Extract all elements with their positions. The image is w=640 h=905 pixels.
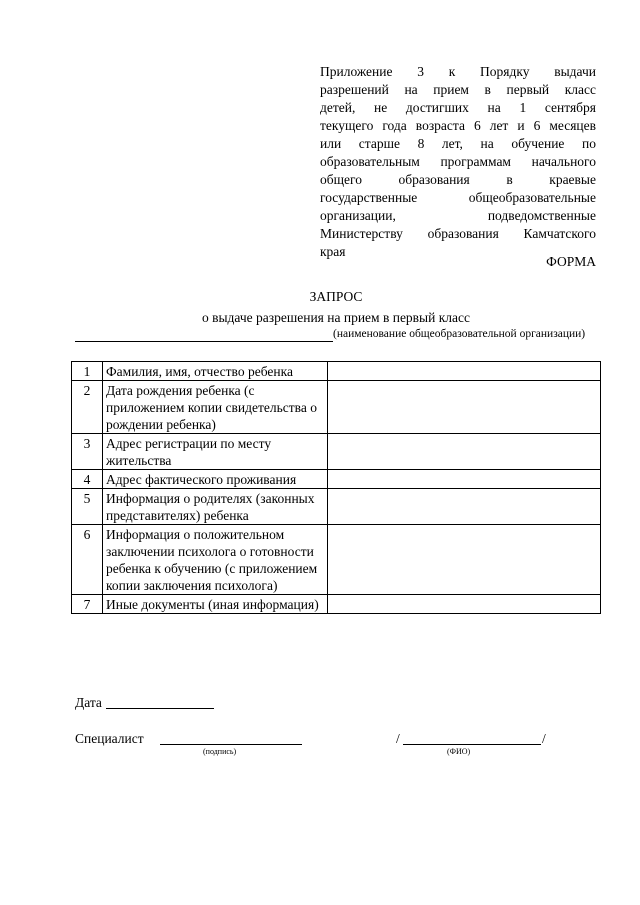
row-label: Информация о родителях (законных представителях) ребенка: [103, 489, 328, 525]
row-value-field[interactable]: [328, 595, 601, 614]
date-input-line[interactable]: [106, 708, 214, 709]
annex-line: Приложение 3 к Порядку выдачи: [320, 64, 596, 79]
annex-text: [320, 63, 596, 261]
organization-note: (наименование общеобразовательной организации): [333, 328, 586, 340]
annex-line: разрешений на прием в первый класс: [320, 82, 596, 97]
table-row: [72, 362, 601, 381]
organization-field: [75, 326, 595, 344]
request-title: ЗАПРОС: [309, 289, 363, 304]
fio-slash-left: /: [396, 731, 400, 746]
row-value-field[interactable]: [328, 489, 601, 525]
annex-line: организации, подведомственные: [320, 208, 596, 223]
signature-input-line[interactable]: [160, 744, 302, 745]
organization-underline[interactable]: [75, 341, 333, 342]
row-label: Адрес регистрации по месту жительства: [103, 434, 328, 470]
row-label: Информация о положительном заключении психолога о готовности ребенка к обучению (с приложением копии заключения психолога): [103, 525, 328, 595]
date-label: Дата: [75, 695, 102, 710]
row-number: 2: [72, 381, 103, 434]
table-row: [72, 525, 601, 595]
annex-line: или старше 8 лет, на обучение по: [320, 136, 596, 151]
table-row: [72, 489, 601, 525]
annex-line: государственные общеобразовательные: [320, 190, 596, 205]
annex-line: Министерству образования Камчатского: [320, 226, 596, 241]
specialist-label: Специалист: [75, 731, 144, 746]
date-field: [75, 695, 214, 711]
request-subtitle: о выдаче разрешения на прием в первый класс: [201, 310, 471, 325]
row-number: 5: [72, 489, 103, 525]
row-label: Иные документы (иная информация): [103, 595, 328, 614]
annex-line: края: [320, 244, 346, 259]
row-number: 1: [72, 362, 103, 381]
row-label: Адрес фактического проживания: [103, 470, 328, 489]
fio-slash-right: /: [542, 731, 546, 746]
form-label: ФОРМА: [546, 254, 596, 269]
row-label: Дата рождения ребенка (с приложением копии свидетельства о рождении ребенка): [103, 381, 328, 434]
fio-note: (ФИО): [447, 747, 471, 756]
row-number: 6: [72, 525, 103, 595]
table-row: [72, 595, 601, 614]
row-number: 4: [72, 470, 103, 489]
row-label: Фамилия, имя, отчество ребенка: [103, 362, 328, 381]
table-row: [72, 381, 601, 434]
annex-line: образовательным программам начального: [320, 154, 596, 169]
row-number: 7: [72, 595, 103, 614]
annex-line: текущего года возраста 6 лет и 6 месяцев: [320, 118, 596, 133]
table-row: [72, 434, 601, 470]
annex-line: детей, не достигших на 1 сентября: [320, 100, 596, 115]
fio-input-line[interactable]: [403, 744, 541, 745]
request-table: [71, 361, 601, 614]
signature-note: (подпись): [203, 747, 237, 756]
table-row: [72, 470, 601, 489]
row-number: 3: [72, 434, 103, 470]
row-value-field[interactable]: [328, 470, 601, 489]
row-value-field[interactable]: [328, 362, 601, 381]
row-value-field[interactable]: [328, 381, 601, 434]
annex-line: общего образования в краевые: [320, 172, 596, 187]
row-value-field[interactable]: [328, 434, 601, 470]
row-value-field[interactable]: [328, 525, 601, 595]
